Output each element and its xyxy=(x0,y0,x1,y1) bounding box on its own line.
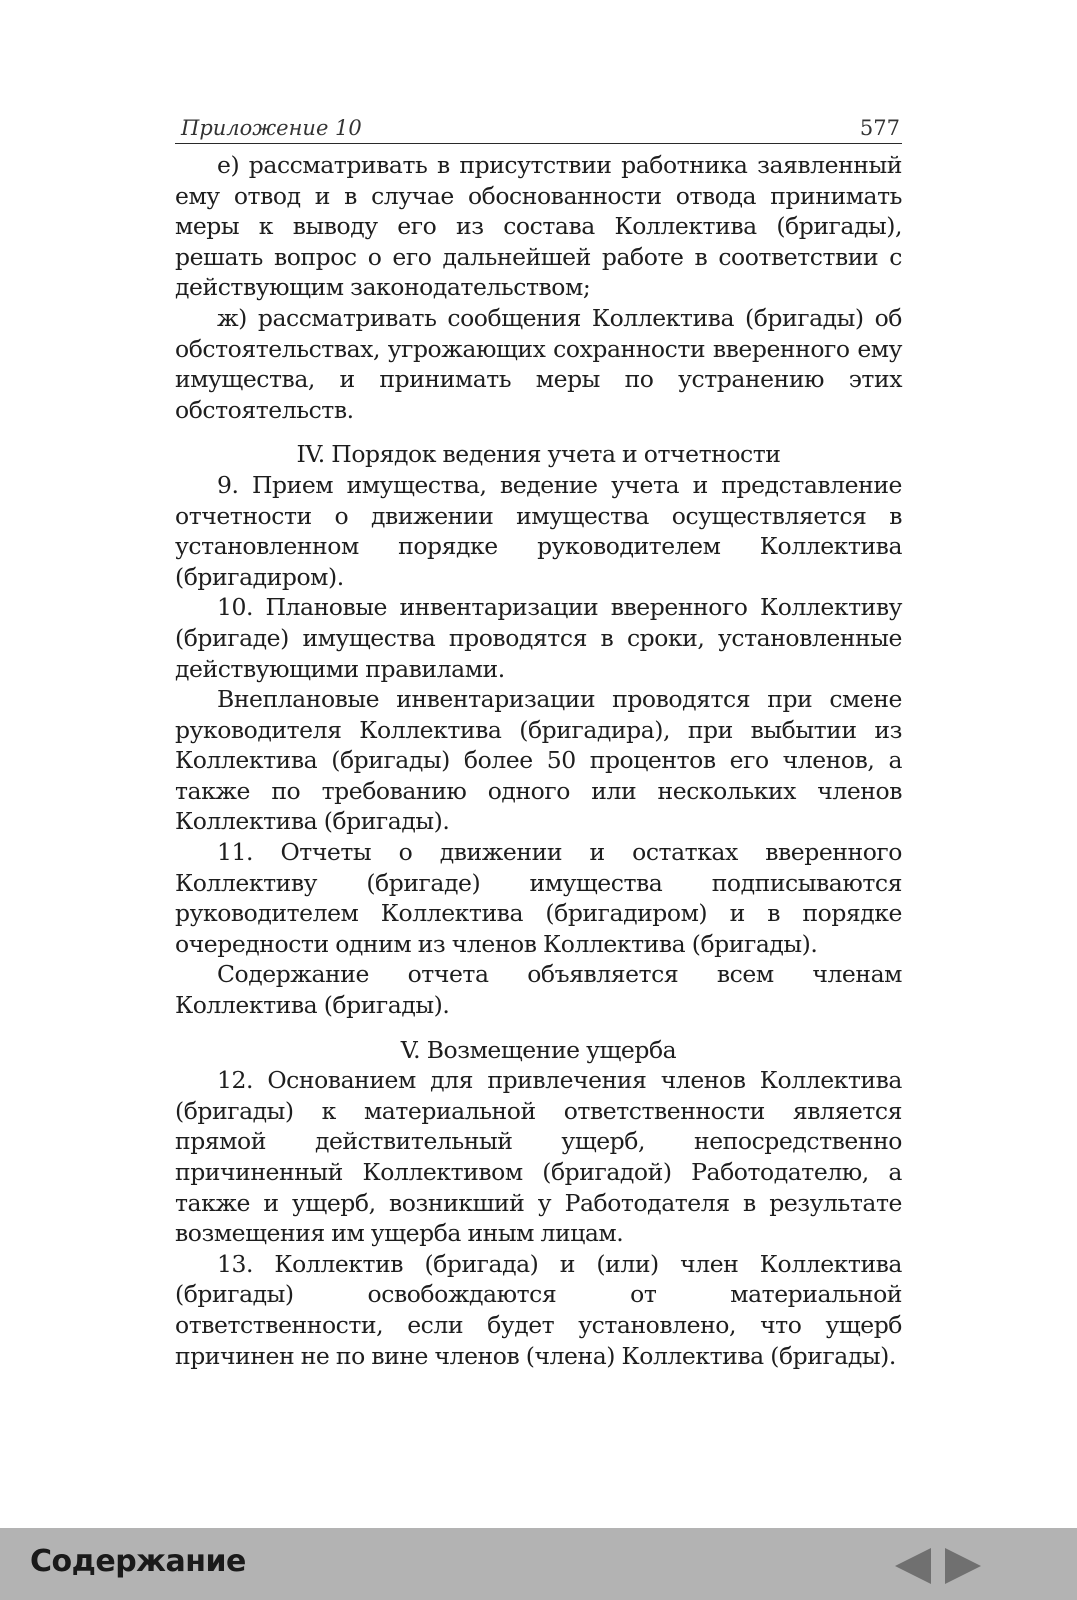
next-page-button[interactable] xyxy=(943,1546,983,1586)
paragraph-13: 13. Коллектив (бригада) и (или) член Коллектива (бригады) освобождаются от материальной ответственности, если будет установлено, что ущерб причинен не по вине членов (члена) Коллектива (бригады). xyxy=(175,1249,902,1370)
paragraph-11: 11. Отчеты о движении и остатках вверенного Коллективу (бригаде) имущества подписываются руководителем Коллектива (бригадиром) и в порядке очередности одним из членов Коллектива (бригады). xyxy=(175,838,902,958)
running-header-title: Приложение 10 xyxy=(181,116,362,140)
document-body xyxy=(175,150,902,1371)
bottom-navigation-bar xyxy=(0,1528,1077,1600)
section-heading-iv: IV. Порядок ведения учета и отчетности xyxy=(296,440,781,469)
running-header xyxy=(175,115,902,144)
table-of-contents-button[interactable]: Содержание xyxy=(30,1544,246,1579)
paragraph-zh: ж) рассматривать сообщения Коллектива (бригады) об обстоятельствах, угрожающих сохранности вверенного ему имущества, и принимать меры по устранению этих обстоятельств. xyxy=(175,303,902,424)
paragraph-9: 9. Прием имущества, ведение учета и представление отчетности о движении имущества осуществляется в установленном порядке руководителем Коллектива (бригадиром). xyxy=(175,470,902,591)
paragraph-11-extra: Содержание отчета объявляется всем членам Коллектива (бригады). xyxy=(175,960,902,1020)
previous-page-button[interactable] xyxy=(893,1546,933,1586)
paragraph-e: е) рассматривать в присутствии работника заявленный ему отвод и в случае обоснованности отвода принимать меры к выводу его из состава Коллектива (бригады), решать вопрос о его дальнейшей работе в соответствии с действующим законодательством; xyxy=(175,151,902,302)
paragraph-10-extra: Внеплановые инвентаризации проводятся при смене руководителя Коллектива (бригадира), при выбытии из Коллектива (бригады) более 50 процентов его членов, а также по требованию одного или нескольких членов Коллектива (бригады). xyxy=(175,685,902,836)
triangle-right-icon xyxy=(943,1546,983,1586)
triangle-left-icon xyxy=(893,1546,933,1586)
page-number: 577 xyxy=(859,116,900,140)
section-heading-v: V. Возмещение ущерба xyxy=(400,1035,677,1064)
paragraph-10: 10. Плановые инвентаризации вверенного Коллективу (бригаде) имущества проводятся в сроки, установленные действующими правилами. xyxy=(175,593,902,683)
paragraph-12: 12. Основанием для привлечения членов Коллектива (бригады) к материальной ответственности является прямой действительный ущерб, непосредственно причиненный Коллективом (бригадой) Работодателю, а также и ущерб, возникший у Работодателя в результате возмещения им ущерба иным лицам. xyxy=(175,1066,902,1248)
document-page xyxy=(175,115,902,1371)
